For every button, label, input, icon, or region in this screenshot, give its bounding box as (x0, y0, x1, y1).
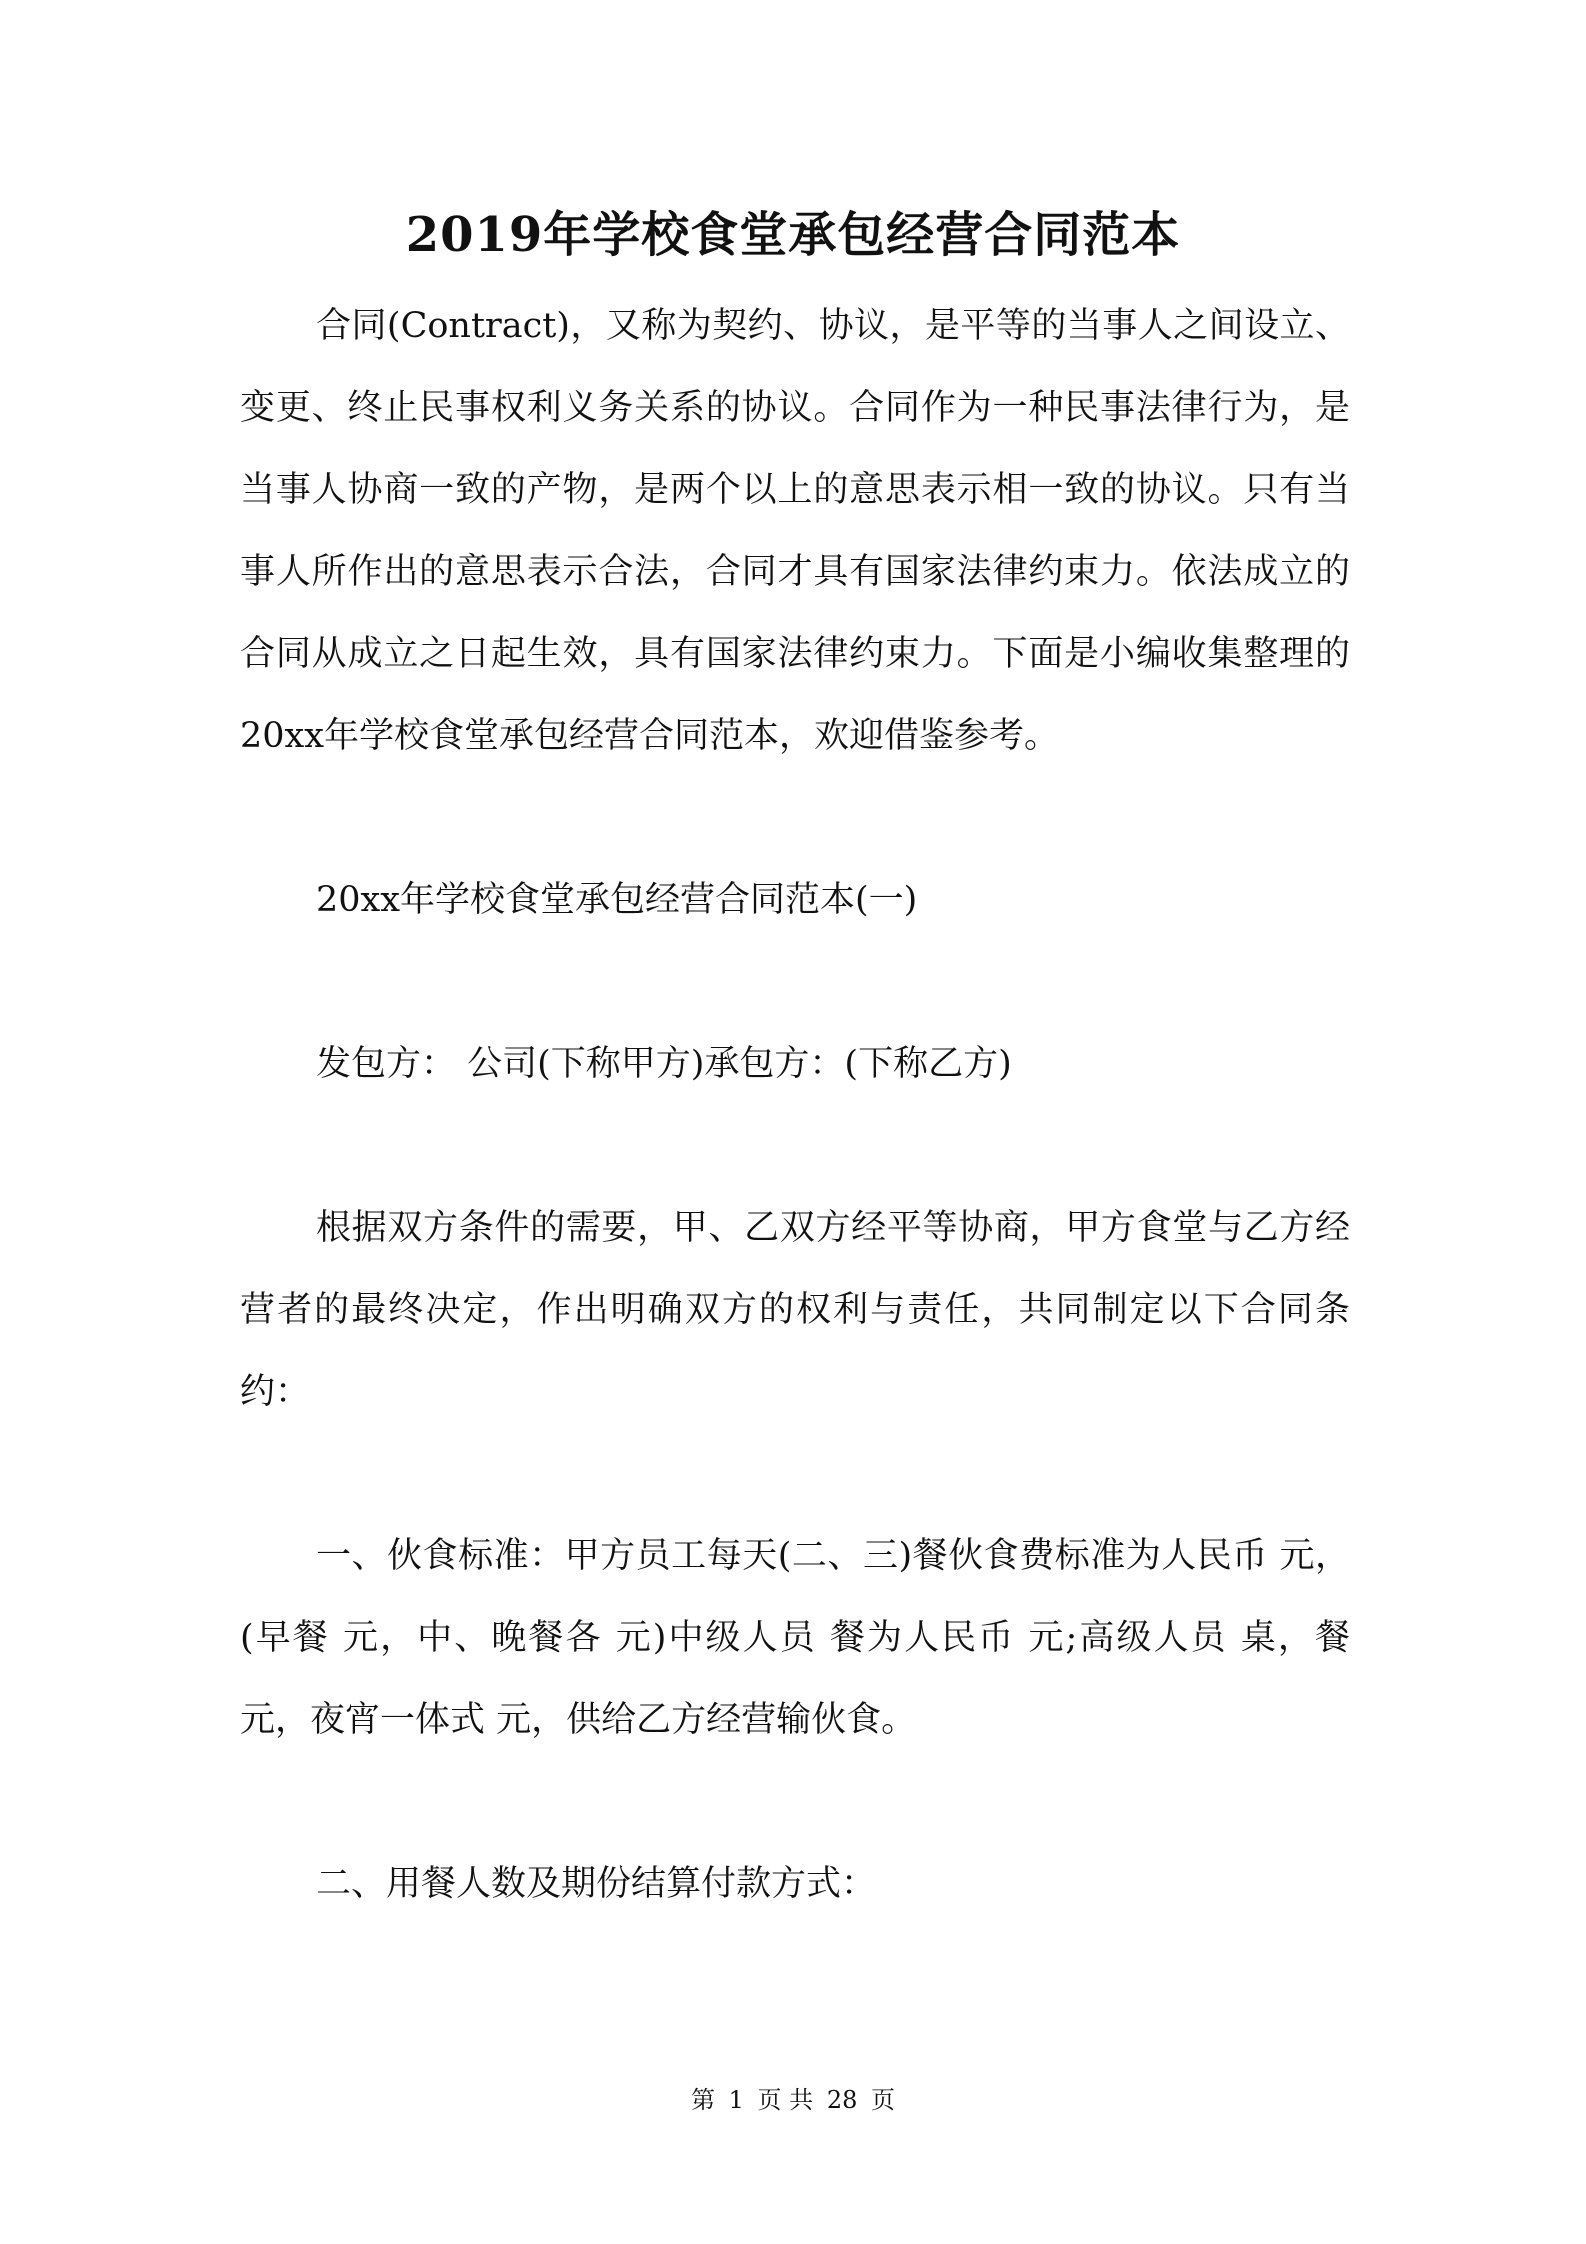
paragraph-spacer (240, 1105, 1350, 1187)
paragraph-spacer (240, 777, 1350, 859)
paragraph-spacer (240, 941, 1350, 1023)
paragraph-spacer (240, 1761, 1350, 1843)
page-footer (0, 2080, 1586, 2120)
clause-one-paragraph: 一、伙食标准：甲方员工每天(二、三)餐伙食费标准为人民币 元，(早餐 元，中、晚餐各 元)中级人员 餐为人民币 元;高级人员 桌，餐 元，夜宵一体式 元，供给乙方经营输伙食。 (240, 1536, 1350, 1740)
footer-total-pages: 28 (826, 2086, 858, 2114)
parties-paragraph: 发包方： 公司(下称甲方)承包方：(下称乙方) (316, 1044, 1012, 1084)
footer-middle: 页 共 (757, 2086, 814, 2114)
footer-suffix: 页 (871, 2086, 896, 2114)
document-body (240, 285, 1350, 1925)
section-heading: 20xx年学校食堂承包经营合同范本(一) (316, 880, 918, 920)
intro-paragraph: 合同(Contract)，又称为契约、协议，是平等的当事人之间设立、变更、终止民事权利义务关系的协议。合同作为一种民事法律行为，是当事人协商一致的产物，是两个以上的意思表示相一致的协议。只有当事人所作出的意思表示合法，合同才具有国家法律约束力。依法成立的合同从成立之日起生效，具有国家法律约束力。下面是小编收集整理的20xx年学校食堂承包经营合同范本，欢迎借鉴参考。 (240, 306, 1350, 756)
footer-prefix: 第 (690, 2086, 715, 2114)
clause-two-paragraph: 二、用餐人数及期份结算付款方式： (316, 1864, 877, 1904)
paragraph-spacer (240, 1433, 1350, 1515)
agreement-paragraph: 根据双方条件的需要，甲、乙双方经平等协商，甲方食堂与乙方经营者的最终决定，作出明确双方的权利与责任，共同制定以下合同条约： (240, 1208, 1350, 1412)
document-title: 2019年学校食堂承包经营合同范本 (405, 207, 1181, 263)
footer-page-number: 1 (728, 2086, 744, 2114)
